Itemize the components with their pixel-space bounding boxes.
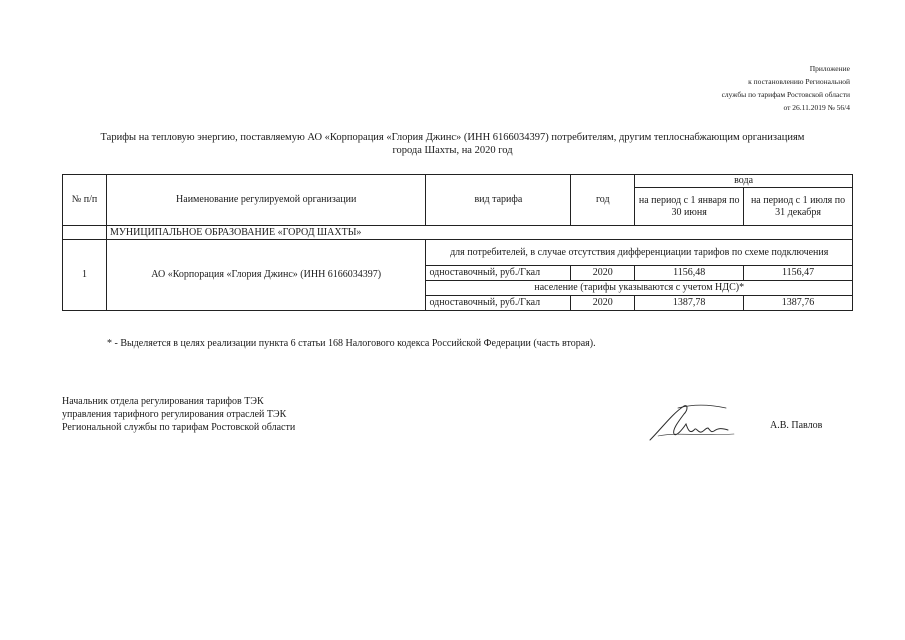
tariff-table xyxy=(62,174,853,311)
group-2-value-2: 1387,76 xyxy=(744,296,853,311)
signer-name: А.В. Павлов xyxy=(770,420,823,431)
document-title xyxy=(60,131,845,157)
row-number: 1 xyxy=(63,240,107,311)
signature-icon xyxy=(648,400,738,445)
appendix-line-3: службы по тарифам Ростовской области xyxy=(721,90,850,99)
footnote: * - Выделяется в целях реализации пункта 6 статьи 168 Налогового кодекса Российской Федерации (часть вторая). xyxy=(107,338,596,349)
title-line-1: Тарифы на тепловую энергию, поставляемую АО «Корпорация «Глория Джинс» (ИНН 6166034397) потребителям, другим теплоснабжающим организациям xyxy=(100,132,805,143)
appendix-line-2: к постановлению Региональной xyxy=(748,77,850,86)
group-2-year: 2020 xyxy=(571,296,635,311)
appendix-line-4: от 26.11.2019 № 56/4 xyxy=(783,103,850,112)
group-1-year: 2020 xyxy=(571,266,635,281)
header-tariff-type: вид тарифа xyxy=(426,175,571,226)
group-2-value-1: 1387,78 xyxy=(635,296,744,311)
municipality-spacer xyxy=(63,226,107,240)
municipality-row: МУНИЦИПАЛЬНОЕ ОБРАЗОВАНИЕ «ГОРОД ШАХТЫ» xyxy=(106,226,852,240)
group-1-label: для потребителей, в случае отсутствия дифференциации тарифов по схеме подключения xyxy=(426,240,853,266)
group-2-label: население (тарифы указываются с учетом НДС)* xyxy=(426,281,853,296)
header-period-2: на период с 1 июля по 31 декабря xyxy=(744,188,853,226)
header-num: № п/п xyxy=(63,175,107,226)
header-period-1: на период с 1 января по 30 июня xyxy=(635,188,744,226)
header-water: вода xyxy=(635,175,853,188)
org-name: АО «Корпорация «Глория Джинс» (ИНН 6166034397) xyxy=(106,240,426,311)
group-1-value-2: 1156,47 xyxy=(744,266,853,281)
header-org: Наименование регулируемой организации xyxy=(106,175,426,226)
appendix-header xyxy=(722,62,850,114)
group-2-tariff: одноставочный, руб./Гкал xyxy=(426,296,571,311)
group-1-tariff: одноставочный, руб./Гкал xyxy=(426,266,571,281)
signer-line-2: управления тарифного регулирования отраслей ТЭК xyxy=(62,409,287,420)
title-line-2: города Шахты, на 2020 год xyxy=(392,145,513,156)
signer-block xyxy=(62,395,295,434)
signer-line-1: Начальник отдела регулирования тарифов ТЭК xyxy=(62,396,264,407)
signer-line-3: Региональной службы по тарифам Ростовской области xyxy=(62,422,296,433)
appendix-line-1: Приложение xyxy=(809,64,850,73)
group-1-value-1: 1156,48 xyxy=(635,266,744,281)
header-year: год xyxy=(571,175,635,226)
